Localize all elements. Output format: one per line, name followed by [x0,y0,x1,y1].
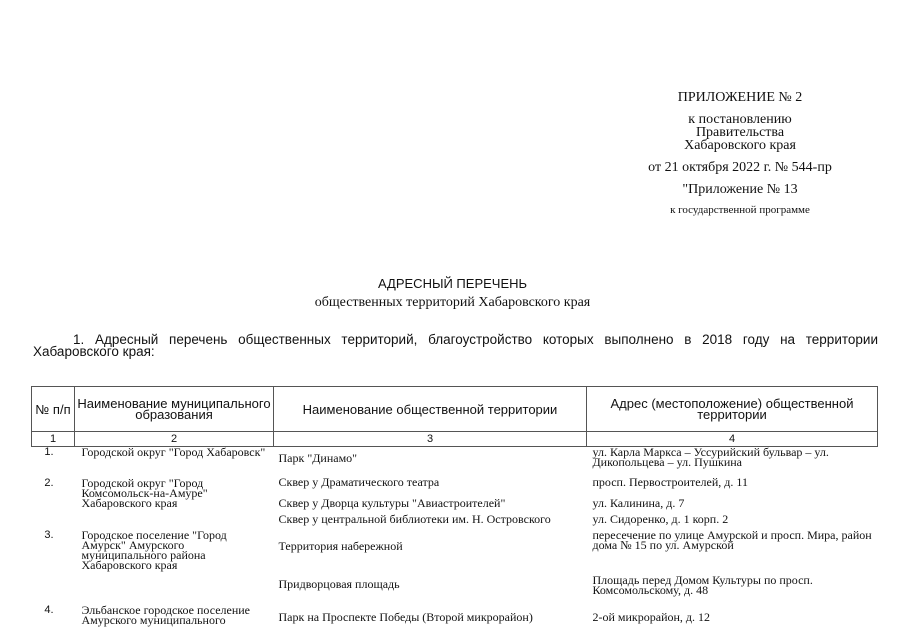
row-number: 4. [44,604,54,616]
col-number: 4 [587,432,878,447]
header-municipality: Наименование муниципального образования [75,387,274,432]
territory-cell: Сквер у Дворца культуры "Авиастроителей" [278,496,506,510]
territory-cell: Сквер у центральной библиотеки им. Н. Островского [278,512,551,526]
table-row [32,530,878,575]
header-territory: Наименование общественной территории [274,387,587,432]
municipality-cell: Городское поселение "Город Амурск" Амурского муниципального района Хабаровского края [81,528,227,572]
appendix-line-1: к постановлению [688,112,792,127]
municipality-cell: Городской округ "Город Комсомольск-на-Амуре" Хабаровского края [81,476,208,510]
address-cell: ул. Калинина, д. 7 [592,496,685,510]
address-cell: просп. Первостроителей, д. 11 [592,475,748,489]
appendix-number: ПРИЛОЖЕНИЕ № 2 [677,90,803,105]
address-cell: Площадь перед Домом Культуры по просп. Комсомольскому, д. 48 [592,573,813,597]
appendix-header [620,91,860,217]
address-cell: 2-ой микрорайон, д. 12 [592,610,711,624]
address-cell: ул. Сидоренко, д. 1 корп. 2 [592,512,729,526]
row-number: 1. [44,446,54,458]
territory-cell: Сквер у Драматического театра [278,475,440,489]
appendix-quote: "Приложение № 13 [682,182,798,197]
territory-cell: Парк на Проспекте Победы (Второй микрорайон) [278,610,533,624]
territory-table [31,386,878,625]
address-cell: пересечение по улице Амурской и просп. Мира, район дома № 15 по ул. Амурской [592,528,872,552]
title-sub: общественных территорий Хабаровского края [314,295,591,310]
table-row [32,605,878,625]
header-address: Адрес (местоположение) общественной территории [587,387,878,432]
title-main: АДРЕСНЫЙ ПЕРЕЧЕНЬ [377,276,528,291]
row-number: 2. [44,477,54,489]
municipality-cell: Городской округ "Город Хабаровск" [81,445,266,459]
address-cell: ул. Карла Маркса – Уссурийский бульвар – ул. Дикопольцева – ул. Пушкина [592,445,829,469]
row-number: 3. [44,529,54,541]
appendix-date: от 21 октября 2022 г. № 544-пр [648,160,832,175]
col-number: 1 [32,432,75,447]
territory-cell: Территория набережной [278,539,403,553]
document-title [0,276,905,310]
col-number: 3 [274,432,587,447]
header-num: № п/п [32,387,75,432]
territory-cell: Придворцовая площадь [278,577,400,591]
municipality-cell: Эльбанское городское поселение Амурского муниципального [81,603,251,627]
territory-cell: Парк "Динамо" [278,451,358,465]
appendix-line-2: Правительства [695,125,785,140]
table-row [32,477,878,498]
col-number: 2 [75,432,274,447]
appendix-line-3: Хабаровского края [684,138,796,153]
table-row [32,447,878,478]
table-header-row [32,387,878,432]
appendix-program: к государственной программе [670,204,810,216]
intro-paragraph: 1. Адресный перечень общественных территорий, благоустройство которых выполнено в 2018 году на территории Хабаровского края: [33,332,878,359]
